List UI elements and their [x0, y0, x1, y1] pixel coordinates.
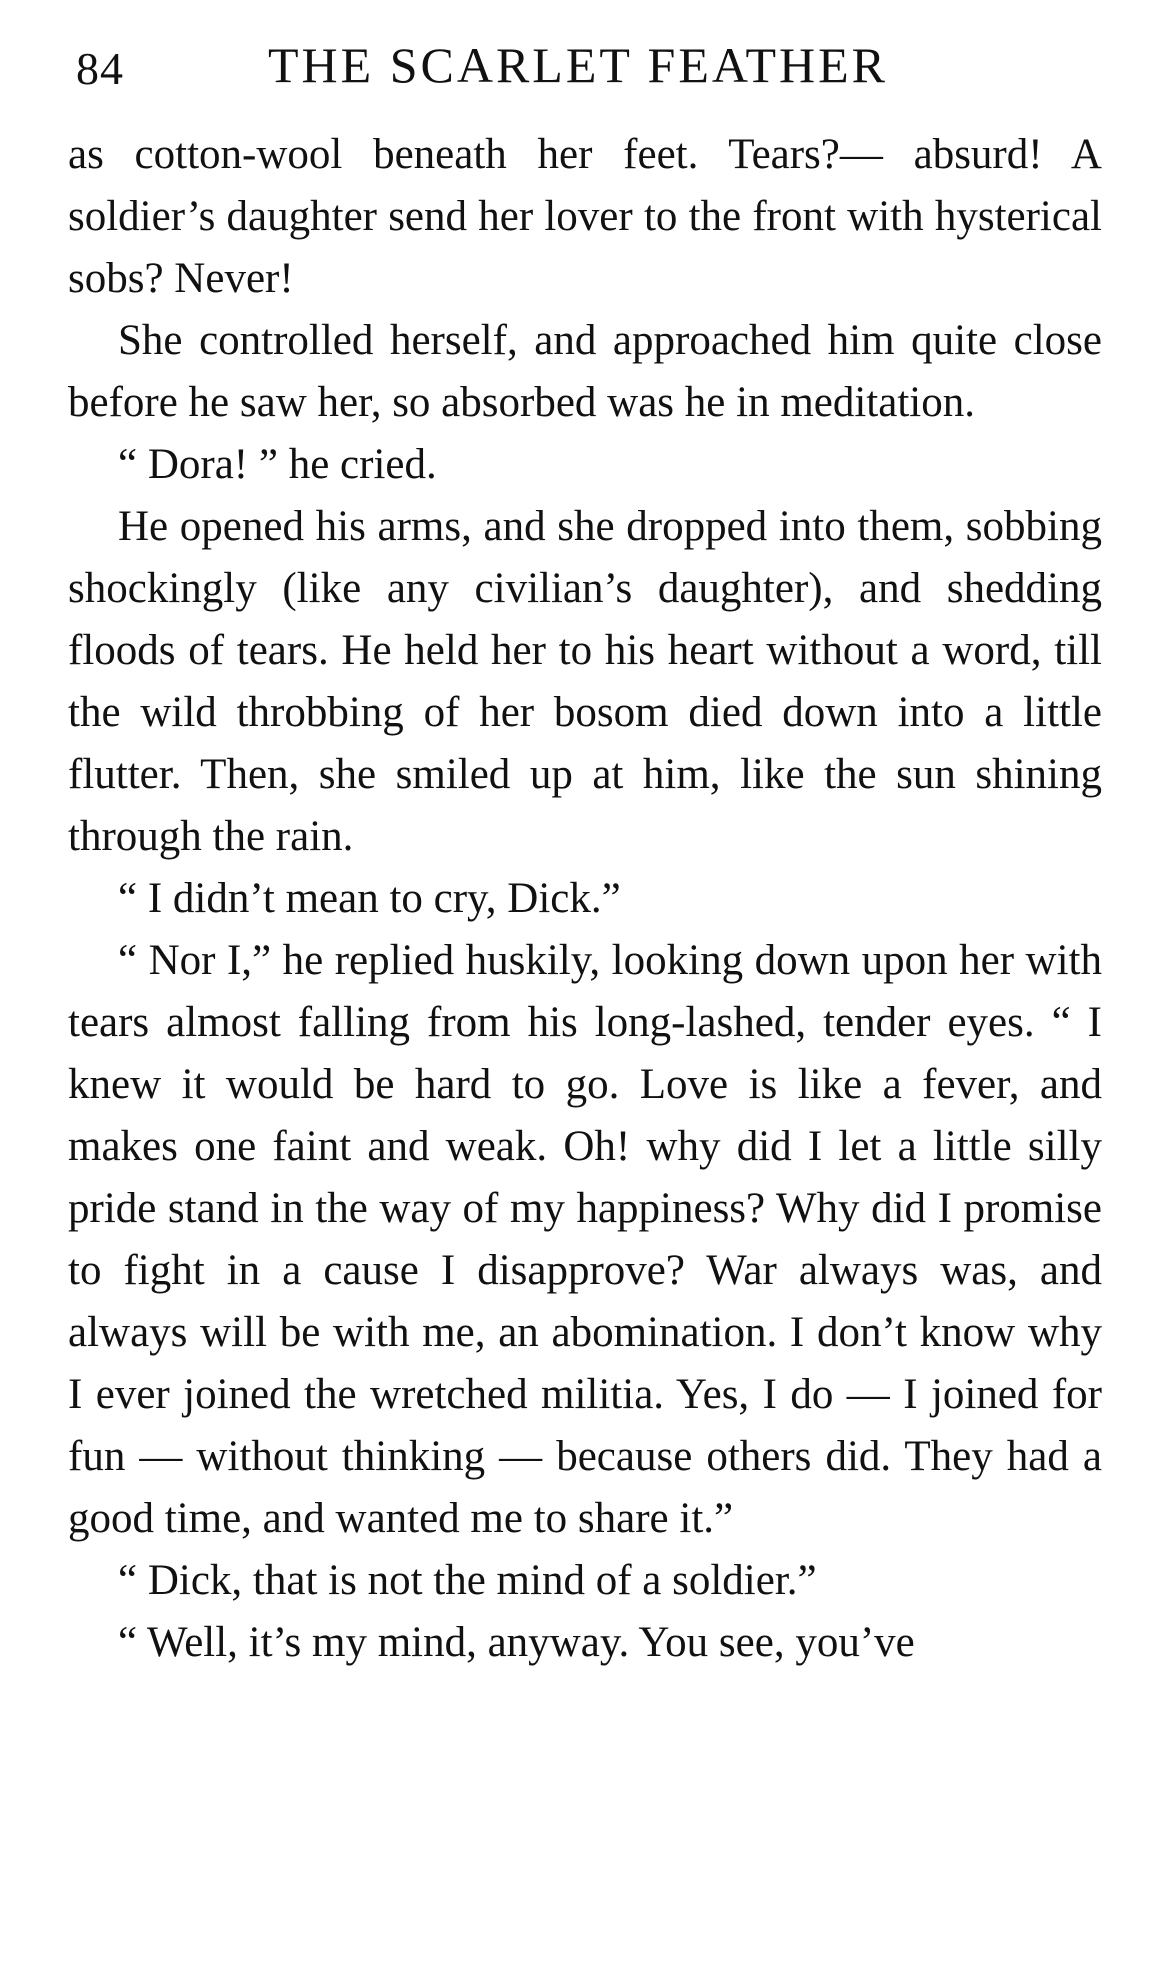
paragraph: “ Dick, that is not the mind of a soldier.” — [118, 1557, 817, 1604]
paragraph: She controlled herself, and approached him quite close before he saw her, so absorbed was he in meditation. — [68, 317, 1102, 426]
paragraph: “ I didn’t mean to cry, Dick.” — [118, 875, 621, 922]
paragraph: as cotton-wool beneath her feet. Tears?— absurd! A soldier’s daughter send her lover to the front with hysterical sobs? Never! — [68, 131, 1102, 302]
paragraph: “ Nor I,” he replied huskily, looking down upon her with tears almost falling from his long-lashed, tender eyes. “ I knew it would be hard to go. Love is like a fever, and makes one faint and weak. Oh! why did I let a little silly pride stand in the way of my happiness? Why did I promise to fight in a cause I disapprove? War always was, and always will be with me, an abomination. I don’t know why I ever joined the wretched militia. Yes, I do — I joined for fun — without thinking — because others did. They had a good time, and wanted me to share it.” — [68, 937, 1102, 1542]
running-title: THE SCARLET FEATHER — [268, 37, 888, 93]
body-text — [68, 124, 1102, 1674]
paragraph: “ Dora! ” he cried. — [118, 441, 437, 488]
paragraph: “ Well, it’s my mind, anyway. You see, you’ve — [118, 1619, 915, 1666]
page-header — [68, 30, 1093, 100]
paragraph: He opened his arms, and she dropped into them, sobbing shockingly (like any civilian’s daughter), and shedding floods of tears. He held her to his heart without a word, till the wild throbbing of her bosom died down into a little flutter. Then, she smiled up at him, like the sun shining through the rain. — [68, 503, 1102, 860]
page-number: 84 — [76, 43, 124, 94]
